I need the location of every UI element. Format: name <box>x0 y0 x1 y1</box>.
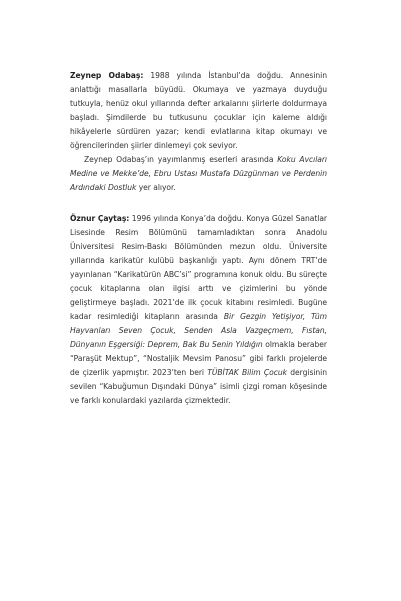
author-works-intro: Zeynep Odabaş’ın yayımlanmış eserleri arasında <box>84 155 278 164</box>
author-bio-paragraph-2 <box>70 153 327 195</box>
illustrator-works-titles: Bir Gezgin Yetişiyor, Tüm Hayvanları Seven Çocuk, Senden Asla Vazgeçmem, Fıstan, Dünyanın Eşgersiği: Deprem, Bak Bu Senin Yıldığın <box>70 312 327 349</box>
magazine-title: TÜBİTAK Bilim Çocuk <box>207 368 287 377</box>
author-works-titles: Koku Avcıları Medine ve Mekke’de, Ebru Ustası Mustafa Düzgünman ve Perdenin Ardındaki Dostluk <box>70 155 327 192</box>
illustrator-bio <box>70 212 327 408</box>
author-works-outro: yer alıyor. <box>136 183 176 192</box>
illustrator-bio-text-2: olmakla beraber “Paraşüt Mektup”, “Nostaljik Mevsim Panosu” gibi farklı projelerde de çizerlik yapmıştır. 2023’ten beri <box>70 340 327 377</box>
author-bio-text: 1988 yılında İstanbul’da doğdu. Annesinin anlattığı masallarla büyüdü. Okumaya ve yazmaya duyduğu tutkuyla, henüz okul yıllarında defter arkalarını şiirlerle doldurmaya başladı. Şimdilerde bu tutkusunu çocuklar için kaleme aldığı hikâyelerle sürdüren yazar; kendi evlatlarına kitap okumayı ve öğrencilerinden şiirler dinlemeyi çok seviyor. <box>70 71 327 150</box>
illustrator-bio-text-3: dergisinin sevilen “Kabuğumun Dışındaki Dünya” isimli çizgi roman köşesinde ve farklı konulardaki yazılarda çizmektedir. <box>70 368 327 405</box>
illustrator-bio-text-1: 1996 yılında Konya’da doğdu. Konya Güzel Sanatlar Lisesinde Resim Bölümünü tamamladıktan sonra Anadolu Üniversitesi Resim-Baskı Bölümünden mezun oldu. Üniversite yıllarında karikatür kulübü başkanlığı yaptı. Aynı dönem TRT’de yayınlanan “Karikatürün ABC’si” programına konuk oldu. Bu süreçte çocuk kitaplarına olan ilgisi arttı ve çizimlerini bu yönde geliştirmeye başladı. 2021’de ilk çocuk kitabını resimledi. Bugüne kadar resimlediği kitapların arasında <box>70 214 327 321</box>
author-bio-paragraph-1 <box>70 69 327 153</box>
author-bio <box>70 69 327 195</box>
illustrator-bio-paragraph <box>70 212 327 408</box>
illustrator-name: Öznur Çaytaş: <box>70 214 130 223</box>
author-name: Zeynep Odabaş: <box>70 71 144 80</box>
